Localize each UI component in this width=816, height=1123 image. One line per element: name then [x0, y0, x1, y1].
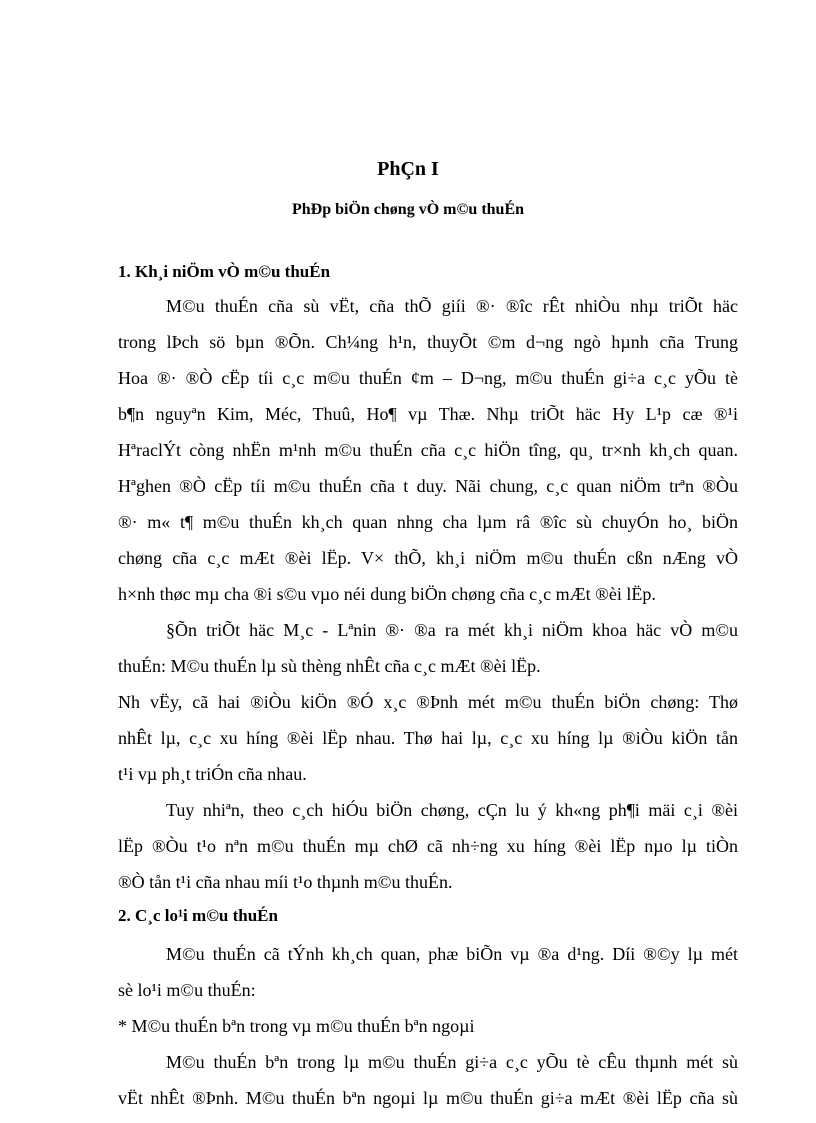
paragraph-line: ®Ò tån t¹i cña nhau míi t¹o thµnh m©u thuÉn. — [118, 872, 453, 892]
section-1-heading: 1. Kh¸i niÖm vÒ m©u thuÉn — [118, 262, 331, 281]
bullet-line: * M©u thuÉn bªn trong vµ m©u thuÉn bªn ngoµi — [118, 1016, 475, 1036]
section-2-heading: 2. C¸c lo¹i m©u thuÉn — [118, 906, 278, 925]
paragraph-line: chøng cña c¸c mÆt ®èi lËp. V× thÕ, kh¸i niÖm m©u thuÉn cßn nÆng vÒ — [118, 548, 738, 568]
paragraph-line: Hªghen ®Ò cËp tíi m©u thuÉn cña t duy. Nãi chung, c¸c quan niÖm trªn ®Òu — [118, 476, 738, 496]
paragraph-line: Hoa ®· ®Ò cËp tíi c¸c m©u thuÉn ¢m – D¬ng, m©u thuÉn gi÷a c¸c yÕu tè — [118, 368, 738, 388]
paragraph-line: Tuy nhiªn, theo c¸ch hiÓu biÖn chøng, cÇn lu ý kh«ng ph¶i mäi c¸i ®èi — [166, 800, 738, 820]
paragraph-line: ®· m« t¶ m©u thuÉn kh¸ch quan nhng cha lµm râ ®îc sù chuyÓn ho¸ biÖn — [118, 512, 738, 532]
paragraph-line: M©u thuÉn cã tÝnh kh¸ch quan, phæ biÕn vµ ®a d¹ng. Díi ®©y lµ mét — [166, 944, 738, 964]
part-title: PhÇn I — [377, 158, 439, 180]
paragraph-line: t¹i vµ ph¸t triÓn cña nhau. — [118, 764, 307, 784]
paragraph-line: b¶n nguyªn Kim, Méc, Thuû, Ho¶ vµ Thæ. Nhµ triÕt häc Hy L¹p cæ ®¹i — [118, 404, 738, 424]
paragraph-line: trong lÞch sö bµn ®Õn. Ch¼ng h¹n, thuyÕt ©m d¬ng ngò hµnh cña Trung — [118, 332, 738, 352]
document-subtitle: PhÐp biÖn chøng vÒ m©u thuÉn — [291, 201, 525, 218]
paragraph-line: M©u thuÉn bªn trong lµ m©u thuÉn gi÷a c¸c yÕu tè cÊu thµnh mét sù — [166, 1052, 738, 1072]
paragraph-line: §Õn triÕt häc M¸c - Lªnin ®· ®a ra mét kh¸i niÖm khoa häc vÒ m©u — [166, 620, 738, 640]
paragraph-line: vËt nhÊt ®Þnh. M©u thuÉn bªn ngoµi lµ m©u thuÉn gi÷a mÆt ®èi lËp cña sù — [118, 1088, 738, 1108]
paragraph-line: Nh vËy, cã hai ®iÒu kiÖn ®Ó x¸c ®Þnh mét m©u thuÉn biÖn chøng: Thø — [118, 692, 738, 712]
paragraph-line: h×nh thøc mµ cha ®i s©u vµo néi dung biÖn chøng cña c¸c mÆt ®èi lËp. — [118, 584, 656, 604]
paragraph-line: HªraclÝt còng nhËn m¹nh m©u thuÉn cña c¸c hiÖn tîng, qu¸ tr×nh kh¸ch quan. — [118, 440, 738, 460]
paragraph-line: M©u thuÉn cña sù vËt, cña thÕ giíi ®· ®îc rÊt nhiÒu nhµ triÕt häc — [166, 296, 738, 316]
paragraph-line: sè lo¹i m©u thuÉn: — [118, 980, 256, 1000]
paragraph-line: thuÉn: M©u thuÉn lµ sù thèng nhÊt cña c¸c mÆt ®èi lËp. — [118, 656, 541, 676]
paragraph-line: nhÊt lµ, c¸c xu híng ®èi lËp nhau. Thø hai lµ, c¸c xu híng lµ ®iÒu kiÖn tån — [118, 728, 738, 748]
paragraph-line: lËp ®Òu t¹o nªn m©u thuÉn mµ chØ cã nh÷ng xu híng ®èi lËp nµo lµ tiÒn — [118, 836, 738, 856]
